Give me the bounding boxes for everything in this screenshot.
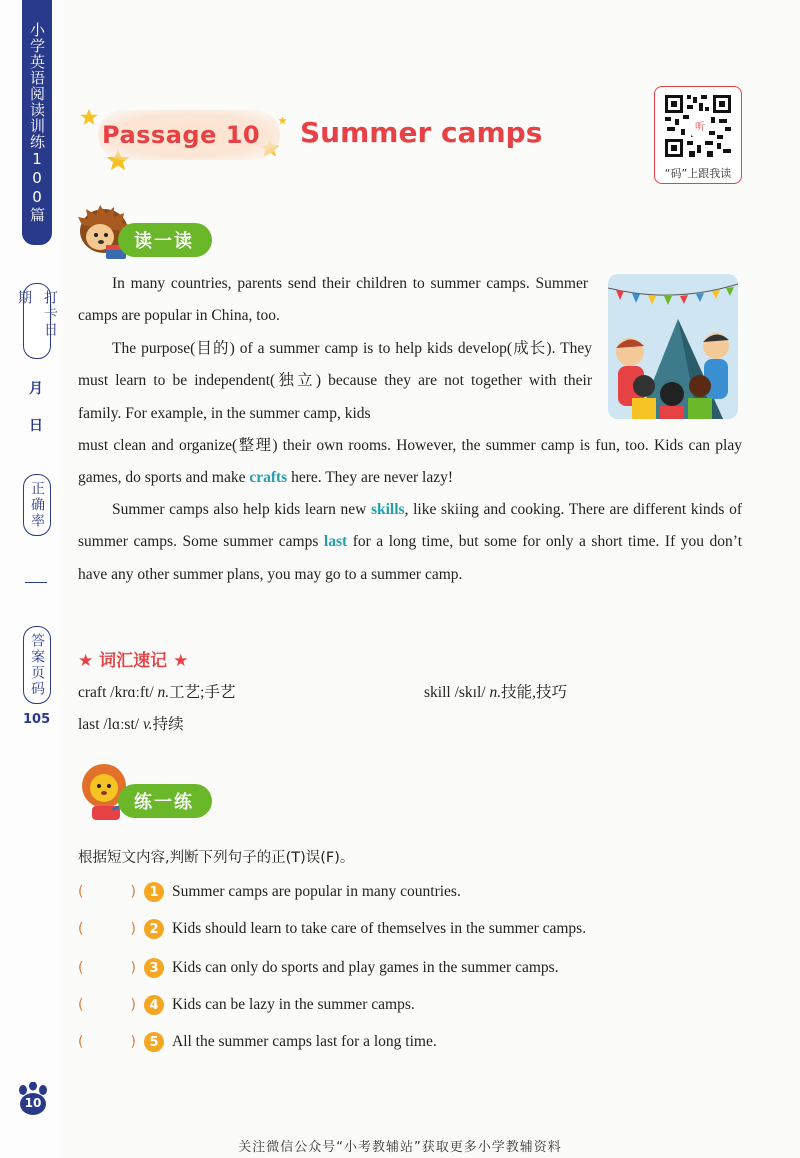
vocab-item-skill: skill /skɪl/ n.技能,技巧 (424, 684, 567, 701)
reading-paragraph-3: Summer camps also help kids learn new skills, like skiing and cooking. There are different kinds of summer camps. Some summer camps last for a long time, but some for only a short time. If you don’t have any other summer plans, you may go to a summer camp. (78, 501, 742, 583)
qr-caption: “码”上跟我读 (664, 167, 732, 180)
question-row (78, 916, 586, 942)
practice-section-tag: 练一练 (118, 784, 212, 818)
title-row (80, 98, 700, 178)
question-text: Kids can be lazy in the summer camps. (172, 996, 415, 1013)
question-number: 4 (144, 995, 164, 1015)
vocab-item-craft: craft /krɑːft/ n.工艺;手艺 (78, 684, 236, 701)
question-text: All the summer camps last for a long time. (172, 1033, 437, 1050)
question-number: 2 (144, 919, 164, 939)
answer-page-number: 105 (23, 712, 51, 727)
answer-blank[interactable]: ( ) (78, 997, 136, 1013)
reading-paragraph-2: The purpose(目的) of a summer camp is to help kids develop(成长). They must learn to be independent(独立) because they are not together with their family. For example, in the summer camp, kids (78, 340, 592, 422)
question-row (78, 955, 559, 981)
sidebar (0, 0, 60, 1158)
vocabulary-title: ★ 词汇速记 ★ (78, 651, 189, 671)
day-label: 日 (29, 418, 43, 434)
passage-badge (98, 110, 280, 160)
question-number: 3 (144, 958, 164, 978)
passage-label: Passage 10 (102, 121, 261, 149)
answer-blank[interactable]: ( ) (78, 921, 136, 937)
month-label: 月 (29, 381, 43, 397)
accuracy-blank (25, 582, 47, 583)
practice-instruction: 根据短文内容,判断下列句子的正(T)误(F)。 (78, 850, 355, 866)
question-number: 1 (144, 882, 164, 902)
keyword-crafts: crafts (249, 469, 288, 487)
answer-page-label: 答案页码 (23, 626, 51, 704)
vocab-item-last: last /lɑːst/ v.持续 (78, 716, 184, 733)
star-icon (278, 116, 287, 125)
series-title: 小学英语阅读训练100篇 (22, 0, 52, 245)
star-icon (80, 108, 98, 126)
question-row (78, 992, 415, 1018)
keyword-last: last (323, 533, 348, 551)
question-text: Kids should learn to take care of themselves in the summer camps. (172, 920, 587, 937)
footer-note: 关注微信公众号“小考教辅站”获取更多小学教辅资料 (238, 1140, 562, 1155)
page-number-badge (16, 1082, 50, 1116)
answer-blank[interactable]: ( ) (78, 1034, 136, 1050)
question-row (78, 1029, 437, 1055)
question-row (78, 879, 461, 905)
question-number: 5 (144, 1032, 164, 1052)
page-number: 10 (24, 1096, 42, 1110)
keyword-skills: skills (370, 501, 405, 518)
answer-blank[interactable]: ( ) (78, 960, 136, 976)
summer-camp-illustration (608, 274, 738, 419)
reading-paragraph-1: In many countries, parents send their children to summer camps. Summer camps are popular in China, too. (78, 275, 588, 325)
question-text: Kids can only do sports and play games in the summer camps. (172, 959, 559, 976)
answer-blank[interactable]: ( ) (78, 884, 136, 900)
qr-listen-label: 听 (691, 119, 709, 137)
qr-code[interactable] (654, 86, 742, 184)
accuracy-label: 正确率 (23, 474, 51, 536)
question-text: Summer camps are popular in many countries. (172, 883, 461, 900)
reading-paragraph-2-cont: must clean and organize(整理) their own rooms. However, the summer camp is fun, too. Kids can play games, do sports and make crafts here. They are never lazy! (78, 437, 742, 487)
reading-section-tag: 读一读 (118, 223, 212, 257)
checkin-label: 打卡日期 (23, 283, 51, 359)
page-title: Summer camps (300, 116, 543, 149)
